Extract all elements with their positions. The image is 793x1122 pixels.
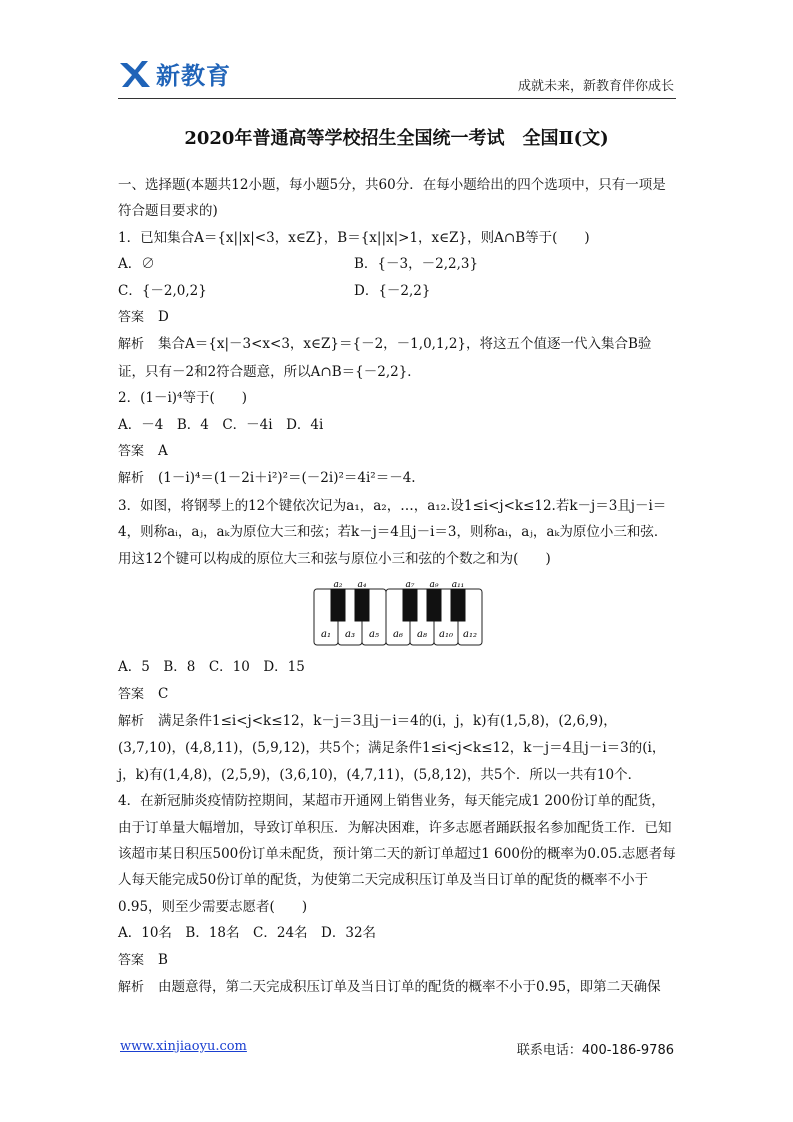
section-heading: 一、选择题(本题共12小题，每小题5分，共60分．在每小题给出的四个选项中，只有一项是符合题目要求的) <box>118 177 666 220</box>
question-1-analysis <box>118 331 678 385</box>
black-key-label: a₄ <box>357 580 367 591</box>
question-4-stem: 4．在新冠肺炎疫情防控期间，某超市开通网上销售业务，每天能完成1 200份订单的配货，由于订单量大幅增加，导致订单积压．为解决困难，许多志愿者踊跃报名参加配货工作．已知该超市某日积压500份订单未配货，预计第二天的新订单超过1 600份的概率为0.05.志愿者每人每天能完成50份订单的配货，为使第二天完成积压订单及当日订单的配货的概率不小于0.95，则至少需要志愿者( ) <box>118 793 676 915</box>
answer-value: D <box>158 309 169 326</box>
white-key-label: a₃ <box>345 629 355 641</box>
white-key-label: a₆ <box>393 629 403 641</box>
answer-value: C <box>158 685 169 702</box>
analysis-label: 解析 <box>118 337 145 353</box>
question-4-answer <box>118 947 678 974</box>
website-link[interactable]: www.xinjiaoyu.com <box>120 1039 247 1054</box>
question-1-answer <box>118 304 678 331</box>
white-key-label: a₁₀ <box>439 629 453 641</box>
analysis-label: 解析 <box>118 713 145 729</box>
answer-value: A <box>158 443 168 460</box>
black-key <box>403 580 417 621</box>
black-key-label: a₇ <box>405 580 415 591</box>
page-header <box>118 52 676 99</box>
option-a: A．∅ <box>118 256 155 273</box>
analysis-label: 解析 <box>118 979 145 995</box>
question-3-stem: 3．如图，将钢琴上的12个键依次记为a₁，a₂，…，a₁₂.设1≤i<j<k≤12.若k－j＝3且j－i＝4，则称aᵢ，aⱼ，aₖ为原位大三和弦；若k－j＝4且j－i＝3，则称aᵢ，aⱼ，aₖ为原位小三和弦．用这12个键可以构成的原位大三和弦与原位小三和弦的个数之和为( ) <box>118 497 668 567</box>
white-key-label: a₁₂ <box>463 629 477 641</box>
analysis-text: (1－i)⁴＝(1－2i＋i²)²＝(－2i)²＝4i²＝－4. <box>158 470 416 487</box>
question-3-options: A．5 B．8 C．10 D．15 <box>118 659 305 676</box>
question-1-options-row2 <box>118 278 678 304</box>
question-1-options-row1 <box>118 251 678 277</box>
analysis-text: 集合A＝{x|－3<x<3，x∈Z}＝{－2，－1,0,1,2}，将这五个值逐一代入集合B验证，只有－2和2符合题意，所以A∩B＝{－2,2}． <box>118 336 652 380</box>
question-3-analysis <box>118 708 678 788</box>
answer-label: 答案 <box>118 686 145 702</box>
white-key-label: a₅ <box>369 629 379 641</box>
question-1-stem: 1．已知集合A＝{x||x|<3，x∈Z}，B＝{x||x|>1，x∈Z}，则A∩B等于( ) <box>118 229 590 246</box>
analysis-text: 由题意得，第二天完成积压订单及当日订单的配货的概率不小于0.95，即第二天确保 <box>158 978 661 995</box>
question-2-options: A．－4 B．4 C．－4i D．4i <box>118 416 324 433</box>
black-key <box>427 580 441 621</box>
black-key <box>331 580 345 621</box>
document-body <box>118 172 678 1001</box>
option-d: D．{－2,2} <box>354 282 431 299</box>
white-key-label: a₈ <box>417 629 427 641</box>
logo-x-icon <box>118 59 152 89</box>
black-key <box>355 580 369 621</box>
analysis-text: 满足条件1≤i<j<k≤12，k－j＝3且j－i＝4的(i，j，k)有(1,5,8)，(2,6,9)，(3,7,10)，(4,8,11)，(5,9,12)，共5个；满足条件1≤i<j<k≤12，k－j＝4且j－i＝3的(i，j，k)有(1,4,8)，(2,5,9)，(3,6,10)，(4,7,11)，(5,8,12)，共5个．所以一共有10个． <box>118 712 666 783</box>
question-2-answer <box>118 438 678 465</box>
question-2-analysis <box>118 465 678 492</box>
page-title: 2020年普通高等学校招生全国统一考试 全国Ⅱ(文) <box>184 128 609 149</box>
answer-label: 答案 <box>118 444 145 460</box>
header-slogan: 成就未来，新教育伴你成长 <box>517 79 674 94</box>
page-footer <box>118 1035 676 1058</box>
black-key-label: a₉ <box>429 580 439 591</box>
piano-keyboard-diagram <box>118 576 678 646</box>
black-key-label: a₁₁ <box>451 580 465 591</box>
question-4-options: A．10名 B．18名 C．24名 D．32名 <box>118 925 377 942</box>
analysis-label: 解析 <box>118 471 145 487</box>
black-key <box>451 580 465 621</box>
logo-text: 新教育 <box>156 62 231 90</box>
question-3-answer <box>118 681 678 708</box>
question-2-stem: 2．(1－i)⁴等于( ) <box>118 390 247 407</box>
answer-label: 答案 <box>118 310 145 326</box>
contact-phone: 联系电话：400-186-9786 <box>516 1043 674 1058</box>
logo <box>118 56 231 91</box>
answer-value: B <box>158 951 168 968</box>
answer-label: 答案 <box>118 952 145 968</box>
option-c: C．{－2,0,2} <box>118 282 207 299</box>
question-4-analysis <box>118 974 678 1001</box>
option-b: B．{－3，－2,2,3} <box>354 256 479 273</box>
piano-figure <box>118 576 678 646</box>
black-key-label: a₂ <box>333 580 343 591</box>
white-key-label: a₁ <box>321 629 331 641</box>
